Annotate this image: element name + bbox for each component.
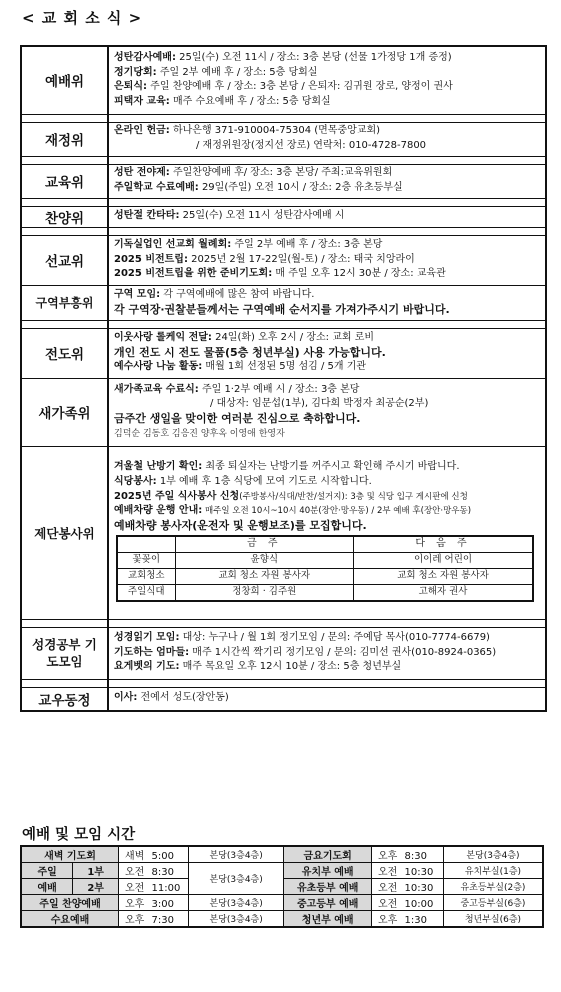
news-content: 성탄 전야제: 주일찬양예배 후/ 장소: 3층 본당/ 주최:교육위원회 주일학교 수료예배: 29일(주일) 오전 10시 / 장소: 2층 유초등부실 xyxy=(108,164,546,198)
news-row-bible-study xyxy=(21,627,546,679)
news-row-education xyxy=(21,164,546,198)
schedule-row: 주일 1부 오전 8:30 본당(3층4층) 유치부 예배 오전 10:30 유치부실(1층) xyxy=(21,863,543,879)
this-week-header: 금 주 xyxy=(175,536,354,552)
news-content: 이사: 전예서 성도(장안동) xyxy=(108,687,546,711)
news-row-newfamily xyxy=(21,378,546,446)
news-content: 성탄절 칸타타: 25일(수) 오전 11시 성탄감사예배 시 xyxy=(108,206,546,227)
volunteer-table xyxy=(116,535,534,601)
volunteer-row: 교회청소 교회 청소 자원 봉사자 교회 청소 자원 봉사자 xyxy=(117,568,533,584)
volunteer-row: 꽃꽂이 윤향식 이이레 어린이 xyxy=(117,552,533,568)
news-content: 이웃사랑 롤케익 전달: 24일(화) 오후 2시 / 장소: 교회 로비 개인 전도 시 전도 물품(5층 청년부실) 사용 가능합니다. 예수사랑 나눔 활동: 매월 1회 선정된 5명 섬김 / 5개 기관 xyxy=(108,328,546,378)
news-category: 제단봉사위 xyxy=(21,446,108,619)
news-content: 새가족교육 수료식: 주일 1·2부 예배 시 / 장소: 3층 본당 / 대상자: 임문섭(1부), 김다희 박정자 최공순(2부) 금주간 생일을 맞이한 여러분 진심으로 축하합니다. 김덕순 김동호 김응진 양후옥 이영애 한영자 xyxy=(108,378,546,446)
news-category: 전도위 xyxy=(21,328,108,378)
schedule-row: 주일 찬양예배 오후 3:00 본당(3층4층) 중고등부 예배 오전 10:00 중고등부실(6층) xyxy=(21,895,543,911)
news-row-mission xyxy=(21,235,546,285)
volunteer-row: 주일식대 정창희 · 김주원 고해자 권사 xyxy=(117,584,533,600)
schedule-row: 수요예배 오후 7:30 본당(3층4층) 청년부 예배 오후 1:30 청년부실(6층) xyxy=(21,911,543,928)
schedule-table xyxy=(20,845,544,928)
news-category: 재정위 xyxy=(21,122,108,156)
news-row-praise xyxy=(21,206,546,227)
news-row-evangelism xyxy=(21,328,546,378)
news-category: 구역부흥위 xyxy=(21,285,108,320)
news-row-district xyxy=(21,285,546,320)
news-content: 기독실업인 선교회 월례회: 주일 2부 예배 후 / 장소: 3층 본당 2025 비전트립: 2025년 2월 17-22일(월-토) / 장소: 태국 치앙라이 2025 비전트립을 위한 준비기도회: 매 주일 오후 12시 30분 / 장소: 교육관 xyxy=(108,235,546,285)
news-content: 구역 모임: 각 구역예배에 많은 참여 바랍니다. 각 구역장·권찰분들께서는 구역예배 순서지를 가져가주시기 바랍니다. xyxy=(108,285,546,320)
news-row-member-news xyxy=(21,687,546,711)
news-content: 겨울철 난방기 확인: 최종 퇴실자는 난방기를 꺼주시고 확인해 주시기 바랍니다. 식당봉사: 1부 예배 후 1층 식당에 모여 기도로 시작합니다. 2025년 주일 식사봉사 신청(주방봉사/식대/반찬/설거지): 3층 및 식당 입구 게시판에 신청 예배차량 운행 안내: 매주일 오전 10시~10시 40분(장안·망우동) / 2부 예배 후(장안·망우동) 예배차량 봉사자(운전자 및 운행보조)를 모집합니다. 금 주 다 음 주 꽃꽂이 윤향식 이이레 어린이 교회청소 교회 청소 자원 봉사자 교회 청소 자원 봉사자 주일식대 정창희 · 김주원 고해자 권사 xyxy=(108,446,546,619)
news-row-finance xyxy=(21,122,546,156)
news-category: 선교위 xyxy=(21,235,108,285)
news-heading: < 교 회 소 식 > xyxy=(22,9,143,27)
news-category: 성경공부 기도모임 xyxy=(21,627,108,679)
next-week-header: 다 음 주 xyxy=(354,536,533,552)
news-content: 성경읽기 모임: 대상: 누구나 / 월 1회 정기모임 / 문의: 주예담 목사(010-7774-6679) 기도하는 엄마들: 매주 1시간씩 짝기리 정기모임 / 문의: 김미선 권사(010-8924-0365) 요게벳의 기도: 매주 목요일 오후 12시 10분 / 장소: 5층 청년부실 xyxy=(108,627,546,679)
news-content: 성탄감사예배: 25일(수) 오전 11시 / 장소: 3층 본당 (선물 1가정당 1개 증정) 정기당회: 주일 2부 예배 후 / 장소: 5층 당회실 은퇴식: 주일 찬양예배 후 / 장소: 3층 본당 / 은퇴자: 김귀원 장로, 양정이 권사 피택자 교육: 매주 수요예배 후 / 장소: 5층 당회실 xyxy=(108,46,546,114)
news-category: 예배위 xyxy=(21,46,108,114)
news-category: 찬양위 xyxy=(21,206,108,227)
schedule-row: 예배 2부 오전 11:00 유초등부 예배 오전 10:30 유초등부실(2층) xyxy=(21,879,543,895)
church-news-table xyxy=(20,45,547,712)
news-category: 교육위 xyxy=(21,164,108,198)
news-category: 새가족위 xyxy=(21,378,108,446)
schedule-row: 새벽 기도회 새벽 5:00 본당(3층4층) 금요기도회 오후 8:30 본당(3층4층) xyxy=(21,846,543,863)
news-row-altar-service xyxy=(21,446,546,619)
schedule-heading: 예배 및 모임 시간 xyxy=(22,827,136,843)
news-row-worship xyxy=(21,46,546,114)
news-category: 교우동정 xyxy=(21,687,108,711)
news-content: 온라인 헌금: 하나은행 371-910004-75304 (면목중앙교회) / 재정위원장(정지선 장로) 연락처: 010-4728-7800 xyxy=(108,122,546,156)
